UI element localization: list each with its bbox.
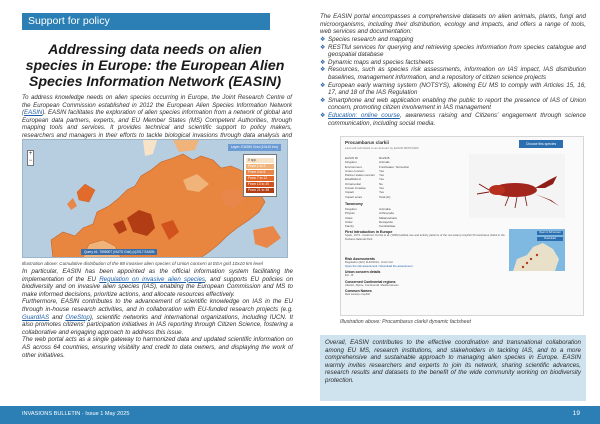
feature-item bbox=[320, 44, 586, 59]
bullet-icon: ❖ bbox=[320, 111, 326, 119]
crayfish-photo bbox=[469, 154, 565, 218]
page-number: 19 bbox=[572, 410, 580, 417]
row-key: Environment bbox=[345, 164, 362, 169]
onestop-link[interactable]: OneStop bbox=[65, 313, 90, 321]
legend-entry: From 1 to 3 bbox=[246, 164, 274, 169]
feature-text: , awareness raising and Citizens' engagement through science communication, including social media. bbox=[328, 111, 586, 127]
choose-species-button[interactable]: Choose this species bbox=[519, 140, 563, 148]
feature-text: Dynamic maps and species factsheets bbox=[328, 58, 434, 66]
features-list bbox=[320, 36, 586, 127]
row-key: EASIN ID bbox=[345, 156, 358, 160]
section-tag: Support for policy bbox=[22, 13, 270, 30]
row-key: Class bbox=[345, 215, 353, 220]
row-value: Decapoda bbox=[379, 219, 393, 224]
row-value: Yes bbox=[379, 173, 384, 178]
row-value: Animals bbox=[379, 160, 390, 165]
row-key: Order bbox=[345, 219, 353, 224]
row-key: Ornamental bbox=[345, 181, 361, 186]
row-key: Impact score bbox=[345, 194, 363, 199]
factsheet-subtitle: Last edit submitted to an account by EASIN 05/07/2023 bbox=[345, 146, 419, 150]
feature-item bbox=[320, 82, 586, 97]
factsheet-caption: Illustration above: Procambarus clarkii dynamic factsheet bbox=[340, 319, 471, 325]
factsheet-lower: Risk Assessments Regulation (EU) 1143/2014 - Union list Open the risk assessment / Download the assessment Union concern details EU - B Concerned Continental regions Atlantic, Alpine, Continental, Mediterranean Common Names Red swamp crayfish bbox=[345, 255, 505, 297]
row-key: Family bbox=[345, 224, 354, 229]
row-value: Arthropoda bbox=[379, 211, 394, 216]
bullet-icon: ❖ bbox=[320, 43, 326, 51]
education-course-link[interactable]: Education: online course bbox=[328, 111, 400, 119]
feature-item bbox=[320, 36, 586, 44]
feature-text: Species research and mapping bbox=[328, 36, 414, 43]
row-key: Union concern bbox=[345, 168, 365, 173]
row-value: Yes bbox=[379, 177, 384, 182]
row-value: R12345 bbox=[379, 156, 390, 160]
feature-item bbox=[320, 97, 586, 112]
guardias-link[interactable]: GuardIAS bbox=[22, 313, 50, 321]
zoom-out-button[interactable]: − bbox=[28, 158, 33, 164]
map-caption: Illustration above: Cumulative distribution of the 88 invasive alien species of Union concern at EEA grid 10x10 km level bbox=[22, 261, 263, 266]
feature-item bbox=[320, 59, 586, 67]
row-key: Phylum bbox=[345, 211, 356, 216]
legend-entry: From 4 to 6 bbox=[246, 170, 274, 175]
bullet-icon: ❖ bbox=[320, 58, 326, 66]
body-paragraph-3: The web portal acts as a single gateway to harmonized data and updated scientific information on AS across 64 countries, ensuring visibility and credit to data owners, and displaying the work of other initiatives. bbox=[22, 336, 293, 359]
row-value: Freshwater, Terrestrial bbox=[379, 164, 409, 169]
article-title: Addressing data needs on alien species in Europe: the European Alien Species Information Network (EASIN) bbox=[25, 42, 285, 90]
row-value: Animalia bbox=[379, 206, 391, 211]
feature-item bbox=[320, 112, 586, 127]
row-key: Known invasive bbox=[345, 186, 366, 191]
intro-text-b: ). EASIN facilitates the exploration of alien species information from a network of global and European data partners, experts, and EU Member States (MS) Competent Authorities, through mapping tools and services. It provides technical and scientific support to policy makers, researchers and managers in their efforts to tackle biological invasions through data analysis and bbox=[22, 109, 292, 139]
map-query-bar[interactable]: Query #1: 7698007 (NUTS Grid) (c)2017 EASIN bbox=[81, 249, 157, 255]
row-key: Impact bbox=[345, 190, 355, 195]
legend-entry: 0 spp bbox=[246, 158, 274, 163]
factsheet-row bbox=[345, 195, 421, 199]
portal-intro: The EASIN portal encompasses a comprehensive datasets on alien animals, plants, fungi and microorganisms, including their distribution, ecology and impacts, and offers a range of tools, web services and documentation: bbox=[320, 13, 586, 36]
bullet-icon: ❖ bbox=[320, 66, 326, 74]
factsheet-species-name: Procambarus clarkii bbox=[345, 140, 389, 145]
factsheet-details bbox=[345, 156, 421, 228]
feature-item bbox=[320, 66, 586, 81]
row-value: Cambaridae bbox=[379, 224, 396, 229]
intro-text-a: To address knowledge needs on alien species occurring in Europe, the Joint Research Centre of the European Commission established in 2012 the European Alien Species Information Network ( bbox=[22, 94, 292, 117]
factsheet-row bbox=[345, 224, 421, 228]
feature-text: RESTful services for querying and retrieving species information from species catalogue and geospatial database bbox=[328, 43, 586, 59]
row-value: No bbox=[379, 181, 383, 186]
bullet-icon: ❖ bbox=[320, 36, 326, 43]
body-paragraph-2: Furthermore, EASIN contributes to the advancement of scientific knowledge on IAS in the EU through in-house research activities, and in collaboration with EU-funded research projects (e.g. GuardIAS and OneStop), scientific networks and international organizations, including IUCN. It also promotes citizens' participation initiatives in IAS reporting through Citizen Science, fostering a collaborative and engaging approach to address this issue. bbox=[22, 298, 293, 336]
map-download-button[interactable]: Download bbox=[537, 237, 563, 241]
easin-link[interactable]: EASIN bbox=[24, 109, 43, 117]
body-column-left bbox=[22, 268, 293, 359]
feature-text: Smartphone and web application enabling the public to report the presence of IAS of Union concern, promoting citizen involvement in IAS management bbox=[328, 96, 586, 112]
map-layer-button[interactable]: Layer: EASIN Grid (10x10 km) bbox=[228, 144, 281, 151]
page-footer bbox=[0, 406, 600, 424]
ias-regulation-link[interactable]: Regulation on invasive alien species bbox=[99, 275, 205, 283]
factsheet-map[interactable] bbox=[509, 229, 565, 271]
row-key: Partner status concern bbox=[345, 173, 376, 178]
legend-entry: From 7 to 12 bbox=[246, 176, 274, 181]
row-key: Kingdom bbox=[345, 160, 357, 165]
row-key: Established bbox=[345, 177, 361, 182]
bullet-icon: ❖ bbox=[320, 81, 326, 89]
summary-box: Overall, EASIN contributes to the effective coordination and transnational collaboration among EU MS, research institutions, and stakeholders in tackling IAS, and to a more comprehensive and sustainable approach to managing alien species in Europe. EASIN warmly invites researchers and experts to join its network, sharing scientific advances, research results and datasets to the benefit of the wide community working on biodiversity protection. bbox=[320, 335, 586, 401]
row-key: Kingdom bbox=[345, 206, 357, 211]
map-legend bbox=[243, 154, 277, 197]
risk-assessment-link[interactable]: Open the risk assessment / Download the assessment bbox=[345, 263, 413, 268]
row-value: Yes bbox=[379, 186, 384, 191]
legend-entry: From 21 to 38 bbox=[246, 188, 274, 193]
map-zoom-control[interactable] bbox=[27, 150, 34, 166]
zoom-in-button[interactable]: + bbox=[28, 151, 33, 157]
footer-issue: INVASIONS BULLETIN · Issue 1 May 2025 bbox=[22, 411, 130, 417]
bullet-icon: ❖ bbox=[320, 96, 326, 104]
legend-entry: From 13 to 20 bbox=[246, 182, 274, 187]
taxonomy-heading: Taxonomy bbox=[345, 201, 363, 206]
first-introduction: First Introduction in Europe Spain, 1973 - Gutiérrez-Yurrita et al. (1999) Habitat use and activity patterns of the red swamp crayfish Procambarus clarkii in the Doñana National Park bbox=[345, 230, 505, 241]
species-factsheet bbox=[340, 136, 584, 316]
body-paragraph-1: In particular, EASIN has been appointed as the official information system facilitating the implementation of the EU Regulation on invasive alien species, and supports EU policies on biodiversity and on invasive alien species (IAS), enabling the European Commission and MS to make informed decisions, prioritize actions, and allocate resources effectively. bbox=[22, 268, 294, 298]
row-value: Yes bbox=[379, 168, 384, 173]
map-fullscreen-button[interactable]: Open in full screen bbox=[537, 231, 563, 235]
row-value: Yes bbox=[379, 190, 384, 195]
easin-map[interactable] bbox=[22, 139, 288, 258]
row-value: Total (H) bbox=[379, 194, 391, 199]
feature-text: European early warning system (NOTSYS), allowing EU MS to comply with Articles 15, 16, 17, and 18 of the IAS Regulation bbox=[328, 81, 586, 97]
feature-text: Resources, such as species risk assessments, information on IAS impact, IAS distribution baselines, management information, and a repository of citizen science projects bbox=[328, 66, 586, 81]
row-value: Malacostraca bbox=[379, 215, 397, 220]
